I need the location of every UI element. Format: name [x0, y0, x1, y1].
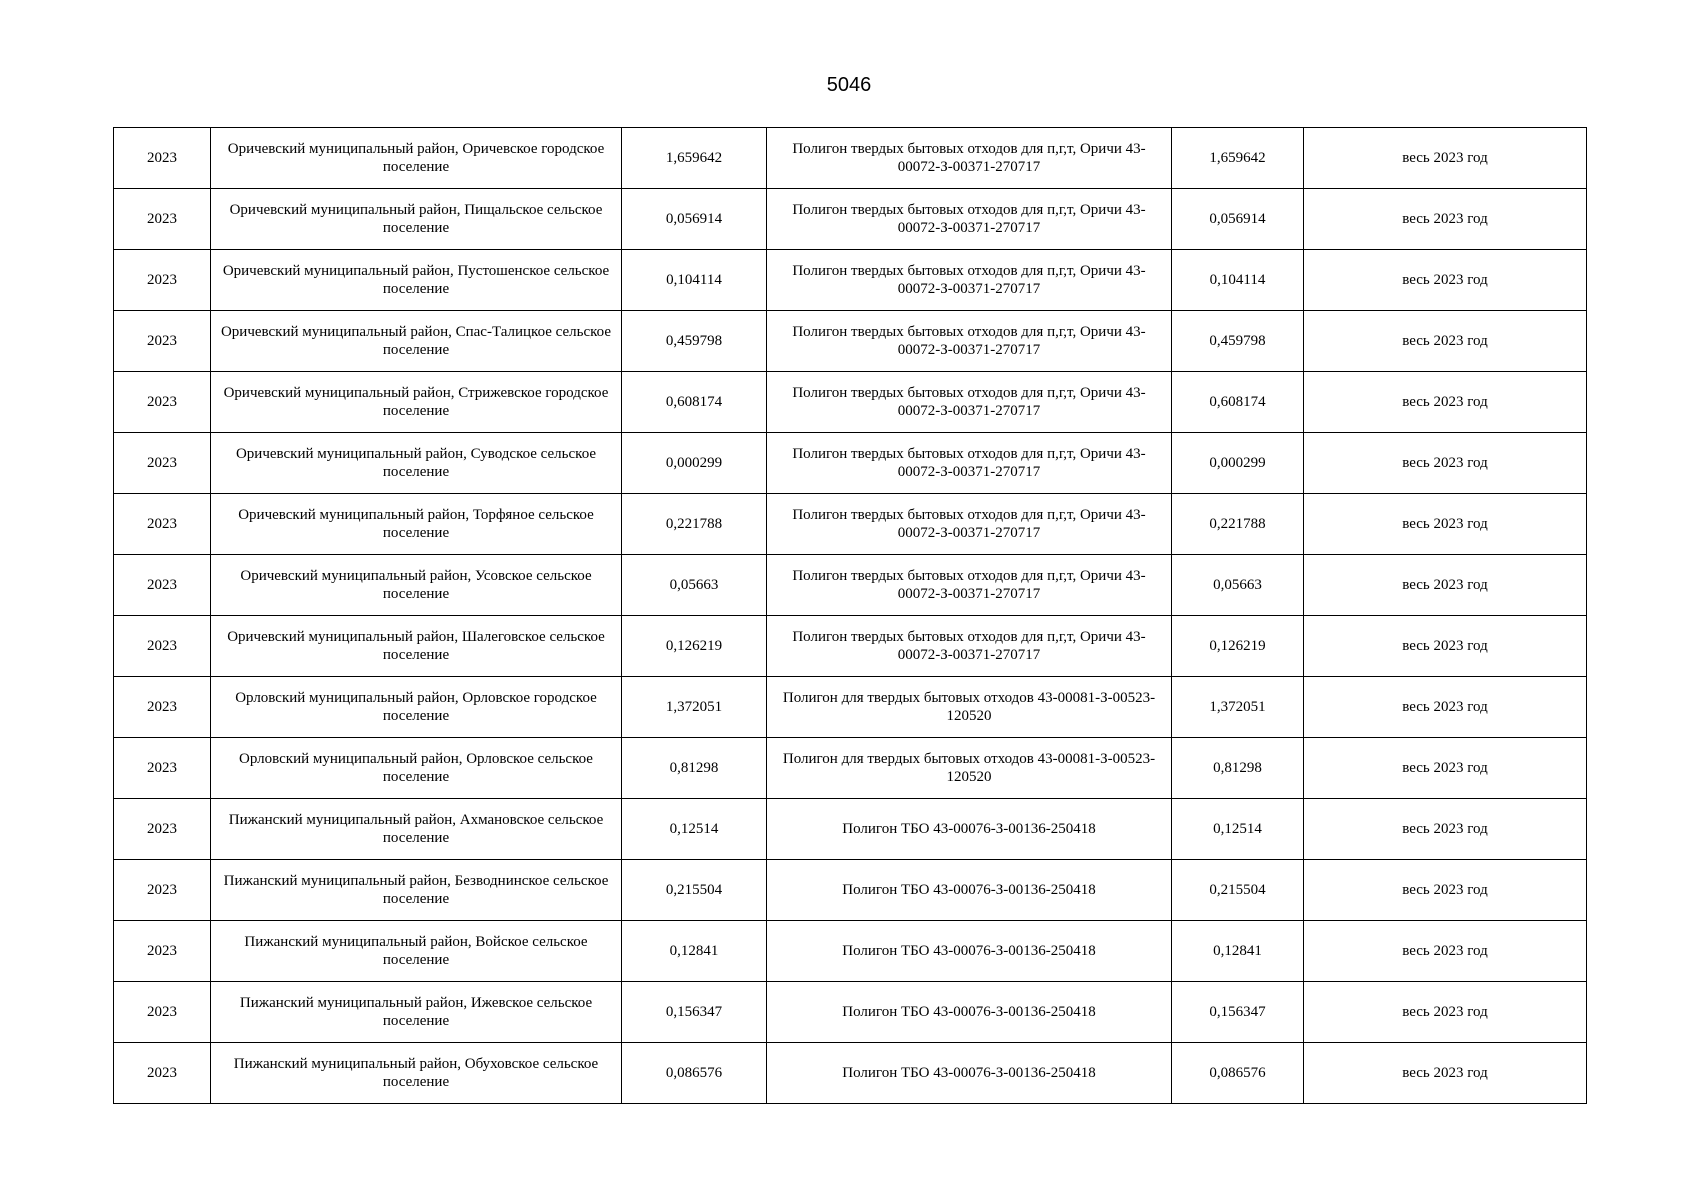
- facility-cell: Полигон твердых бытовых отходов для п,г,т, Оричи 43-00072-З-00371-270717: [767, 433, 1172, 494]
- facility-cell: Полигон твердых бытовых отходов для п,г,т, Оричи 43-00072-З-00371-270717: [767, 250, 1172, 311]
- volume-cell: 0,000299: [622, 433, 767, 494]
- municipality-cell: Оричевский муниципальный район, Шалеговское сельское поселение: [211, 616, 622, 677]
- year-cell: 2023: [114, 982, 211, 1043]
- period-cell: весь 2023 год: [1304, 860, 1587, 921]
- table-row: [114, 616, 1587, 677]
- table-row: [114, 433, 1587, 494]
- volume-cell: 0,81298: [622, 738, 767, 799]
- municipality-cell: Пижанский муниципальный район, Обуховское сельское поселение: [211, 1043, 622, 1104]
- municipality-cell: Оричевский муниципальный район, Суводское сельское поселение: [211, 433, 622, 494]
- facility-cell: Полигон твердых бытовых отходов для п,г,т, Оричи 43-00072-З-00371-270717: [767, 494, 1172, 555]
- volume-accepted-cell: 0,12841: [1172, 921, 1304, 982]
- year-cell: 2023: [114, 494, 211, 555]
- volume-accepted-cell: 0,156347: [1172, 982, 1304, 1043]
- facility-cell: Полигон ТБО 43-00076-З-00136-250418: [767, 921, 1172, 982]
- table-row: [114, 860, 1587, 921]
- volume-accepted-cell: 1,659642: [1172, 128, 1304, 189]
- volume-cell: 0,12514: [622, 799, 767, 860]
- facility-cell: Полигон твердых бытовых отходов для п,г,т, Оричи 43-00072-З-00371-270717: [767, 555, 1172, 616]
- volume-accepted-cell: 0,05663: [1172, 555, 1304, 616]
- year-cell: 2023: [114, 1043, 211, 1104]
- facility-cell: Полигон твердых бытовых отходов для п,г,т, Оричи 43-00072-З-00371-270717: [767, 189, 1172, 250]
- table-row: [114, 982, 1587, 1043]
- volume-cell: 0,126219: [622, 616, 767, 677]
- year-cell: 2023: [114, 921, 211, 982]
- table-body: [114, 128, 1587, 1104]
- year-cell: 2023: [114, 555, 211, 616]
- period-cell: весь 2023 год: [1304, 372, 1587, 433]
- facility-cell: Полигон твердых бытовых отходов для п,г,т, Оричи 43-00072-З-00371-270717: [767, 616, 1172, 677]
- facility-cell: Полигон ТБО 43-00076-З-00136-250418: [767, 1043, 1172, 1104]
- period-cell: весь 2023 год: [1304, 799, 1587, 860]
- municipality-cell: Оричевский муниципальный район, Торфяное сельское поселение: [211, 494, 622, 555]
- table-row: [114, 311, 1587, 372]
- municipality-cell: Оричевский муниципальный район, Спас-Талицкое сельское поселение: [211, 311, 622, 372]
- year-cell: 2023: [114, 616, 211, 677]
- facility-cell: Полигон твердых бытовых отходов для п,г,т, Оричи 43-00072-З-00371-270717: [767, 311, 1172, 372]
- period-cell: весь 2023 год: [1304, 1043, 1587, 1104]
- volume-accepted-cell: 0,000299: [1172, 433, 1304, 494]
- facility-cell: Полигон твердых бытовых отходов для п,г,т, Оричи 43-00072-З-00371-270717: [767, 128, 1172, 189]
- facility-cell: Полигон твердых бытовых отходов для п,г,т, Оричи 43-00072-З-00371-270717: [767, 372, 1172, 433]
- volume-accepted-cell: 0,608174: [1172, 372, 1304, 433]
- period-cell: весь 2023 год: [1304, 250, 1587, 311]
- municipality-cell: Оричевский муниципальный район, Пищальское сельское поселение: [211, 189, 622, 250]
- period-cell: весь 2023 год: [1304, 677, 1587, 738]
- volume-accepted-cell: 0,086576: [1172, 1043, 1304, 1104]
- municipality-cell: Оричевский муниципальный район, Оричевское городское поселение: [211, 128, 622, 189]
- volume-cell: 0,156347: [622, 982, 767, 1043]
- volume-cell: 0,086576: [622, 1043, 767, 1104]
- year-cell: 2023: [114, 738, 211, 799]
- year-cell: 2023: [114, 677, 211, 738]
- facility-cell: Полигон ТБО 43-00076-З-00136-250418: [767, 860, 1172, 921]
- municipality-cell: Оричевский муниципальный район, Усовское сельское поселение: [211, 555, 622, 616]
- page-number: 5046: [826, 74, 872, 96]
- facility-cell: Полигон для твердых бытовых отходов 43-00081-З-00523-120520: [767, 738, 1172, 799]
- volume-accepted-cell: 0,056914: [1172, 189, 1304, 250]
- volume-accepted-cell: 0,104114: [1172, 250, 1304, 311]
- period-cell: весь 2023 год: [1304, 311, 1587, 372]
- period-cell: весь 2023 год: [1304, 738, 1587, 799]
- period-cell: весь 2023 год: [1304, 433, 1587, 494]
- volume-cell: 0,221788: [622, 494, 767, 555]
- volume-cell: 0,12841: [622, 921, 767, 982]
- municipality-cell: Пижанский муниципальный район, Войское сельское поселение: [211, 921, 622, 982]
- period-cell: весь 2023 год: [1304, 921, 1587, 982]
- volume-accepted-cell: 0,126219: [1172, 616, 1304, 677]
- volume-cell: 0,459798: [622, 311, 767, 372]
- table-row: [114, 128, 1587, 189]
- municipality-cell: Оричевский муниципальный район, Стрижевское городское поселение: [211, 372, 622, 433]
- volume-accepted-cell: 1,372051: [1172, 677, 1304, 738]
- year-cell: 2023: [114, 433, 211, 494]
- volume-cell: 0,608174: [622, 372, 767, 433]
- volume-accepted-cell: 0,12514: [1172, 799, 1304, 860]
- year-cell: 2023: [114, 799, 211, 860]
- volume-cell: 0,056914: [622, 189, 767, 250]
- year-cell: 2023: [114, 250, 211, 311]
- table-row: [114, 1043, 1587, 1104]
- year-cell: 2023: [114, 311, 211, 372]
- volume-accepted-cell: 0,81298: [1172, 738, 1304, 799]
- municipality-cell: Пижанский муниципальный район, Безводнинское сельское поселение: [211, 860, 622, 921]
- volume-accepted-cell: 0,221788: [1172, 494, 1304, 555]
- table-row: [114, 189, 1587, 250]
- period-cell: весь 2023 год: [1304, 982, 1587, 1043]
- period-cell: весь 2023 год: [1304, 555, 1587, 616]
- volume-cell: 1,659642: [622, 128, 767, 189]
- volume-accepted-cell: 0,215504: [1172, 860, 1304, 921]
- volume-cell: 0,215504: [622, 860, 767, 921]
- year-cell: 2023: [114, 189, 211, 250]
- municipality-cell: Орловский муниципальный район, Орловское сельское поселение: [211, 738, 622, 799]
- table-row: [114, 738, 1587, 799]
- volume-cell: 0,05663: [622, 555, 767, 616]
- year-cell: 2023: [114, 372, 211, 433]
- year-cell: 2023: [114, 860, 211, 921]
- table-row: [114, 677, 1587, 738]
- table-row: [114, 555, 1587, 616]
- facility-cell: Полигон ТБО 43-00076-З-00136-250418: [767, 799, 1172, 860]
- period-cell: весь 2023 год: [1304, 616, 1587, 677]
- table-row: [114, 921, 1587, 982]
- period-cell: весь 2023 год: [1304, 128, 1587, 189]
- municipality-cell: Орловский муниципальный район, Орловское городское поселение: [211, 677, 622, 738]
- municipality-cell: Пижанский муниципальный район, Ахмановское сельское поселение: [211, 799, 622, 860]
- facility-cell: Полигон для твердых бытовых отходов 43-00081-З-00523-120520: [767, 677, 1172, 738]
- table-row: [114, 494, 1587, 555]
- table-row: [114, 372, 1587, 433]
- volume-cell: 1,372051: [622, 677, 767, 738]
- municipality-cell: Оричевский муниципальный район, Пустошенское сельское поселение: [211, 250, 622, 311]
- data-table: [113, 127, 1587, 1104]
- municipality-cell: Пижанский муниципальный район, Ижевское сельское поселение: [211, 982, 622, 1043]
- volume-accepted-cell: 0,459798: [1172, 311, 1304, 372]
- volume-cell: 0,104114: [622, 250, 767, 311]
- table-row: [114, 250, 1587, 311]
- table-row: [114, 799, 1587, 860]
- period-cell: весь 2023 год: [1304, 189, 1587, 250]
- year-cell: 2023: [114, 128, 211, 189]
- period-cell: весь 2023 год: [1304, 494, 1587, 555]
- facility-cell: Полигон ТБО 43-00076-З-00136-250418: [767, 982, 1172, 1043]
